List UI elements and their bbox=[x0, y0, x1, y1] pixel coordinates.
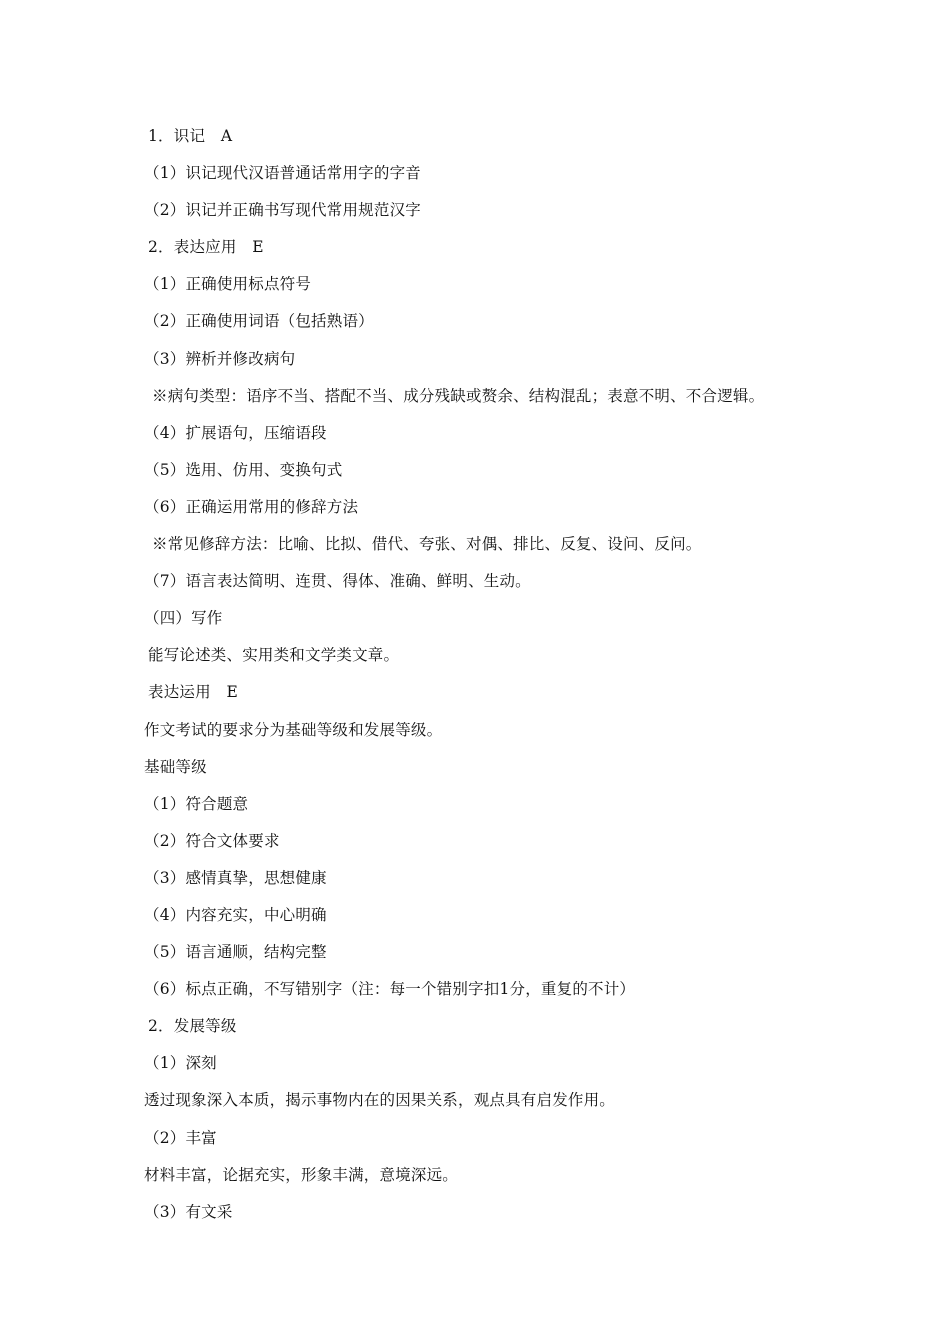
note-rhetoric: ※常见修辞方法：比喻、比拟、借代、夸张、对偶、排比、反复、设问、反问。 bbox=[152, 535, 702, 554]
heading-development-level: 2．发展等级 bbox=[148, 1017, 237, 1036]
paragraph: 材料丰富，论据充实，形象丰满，意境深远。 bbox=[144, 1165, 459, 1184]
note-sentence-errors: ※病句类型：语序不当、搭配不当、成分残缺或赘余、结构混乱；表意不明、不合逻辑。 bbox=[152, 386, 765, 405]
list-item: （6）标点正确，不写错别字（注：每一个错别字扣1分，重复的不计） bbox=[144, 980, 636, 999]
list-item: （2）符合文体要求 bbox=[144, 831, 280, 850]
list-item: （1）正确使用标点符号 bbox=[144, 275, 312, 294]
document-body bbox=[144, 124, 844, 1237]
paragraph: 透过现象深入本质，揭示事物内在的因果关系，观点具有启发作用。 bbox=[144, 1091, 616, 1110]
heading-expression-use: 表达运用 E bbox=[148, 683, 239, 702]
list-item: （1）符合题意 bbox=[144, 794, 249, 813]
list-item: （7）语言表达简明、连贯、得体、准确、鲜明、生动。 bbox=[144, 572, 531, 591]
list-item: （2）丰富 bbox=[144, 1128, 217, 1147]
heading-identify: 1．识记 A bbox=[148, 127, 233, 145]
list-item: （2）识记并正确书写现代常用规范汉字 bbox=[144, 201, 421, 220]
paragraph: 能写论述类、实用类和文学类文章。 bbox=[148, 646, 400, 665]
list-item: （1）深刻 bbox=[144, 1054, 217, 1073]
list-item: （6）正确运用常用的修辞方法 bbox=[144, 497, 359, 516]
list-item: （3）辨析并修改病句 bbox=[144, 349, 296, 368]
list-item: （2）正确使用词语（包括熟语） bbox=[144, 312, 374, 331]
list-item: （4）扩展语句，压缩语段 bbox=[144, 423, 327, 442]
list-item: （5）选用、仿用、变换句式 bbox=[144, 460, 343, 479]
heading-expression: 2．表达应用 E bbox=[148, 238, 264, 257]
list-item: （5）语言通顺，结构完整 bbox=[144, 943, 327, 962]
heading-basic-level: 基础等级 bbox=[144, 757, 207, 776]
list-item: （3）有文采 bbox=[144, 1202, 233, 1221]
list-item: （1）识记现代汉语普通话常用字的字音 bbox=[144, 164, 421, 183]
list-item: （3）感情真挚，思想健康 bbox=[144, 868, 327, 887]
section-heading-writing: （四）写作 bbox=[144, 609, 223, 628]
paragraph: 作文考试的要求分为基础等级和发展等级。 bbox=[144, 720, 443, 739]
list-item: （4）内容充实，中心明确 bbox=[144, 905, 327, 924]
